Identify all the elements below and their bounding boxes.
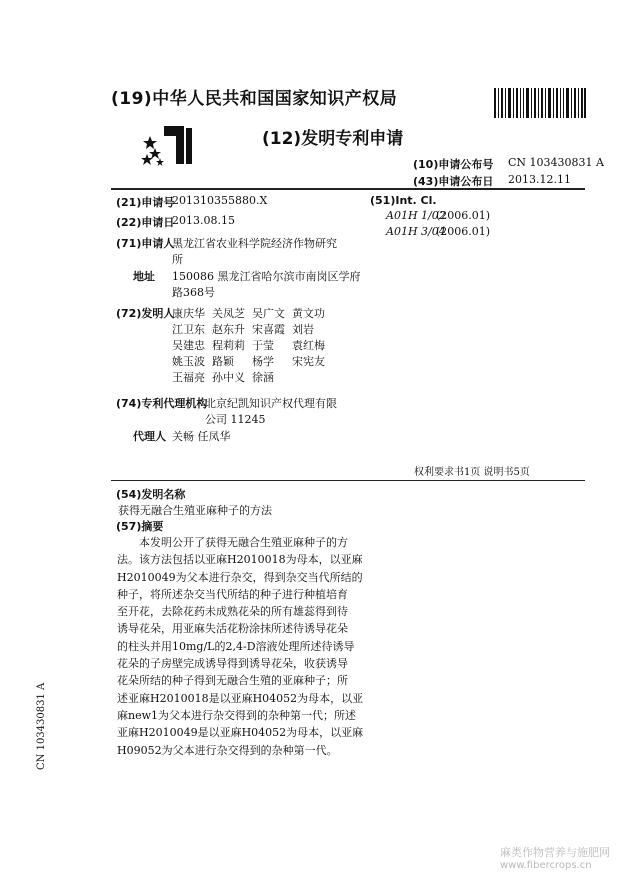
inventor-name: 姚玉波 — [172, 355, 205, 368]
applicant-label: (71)申请人 — [116, 237, 175, 250]
application-number-label: (21)申请号 — [116, 196, 175, 209]
inventors-row — [172, 321, 332, 337]
inventor-name: 宋喜霞 — [252, 323, 285, 336]
ipc-year: (2006.01) — [436, 225, 491, 238]
inventor-name: 路颖 — [212, 355, 234, 368]
inventors-row — [172, 369, 292, 385]
invention-title-label: (54)发明名称 — [116, 488, 186, 501]
inventors-row — [172, 305, 332, 321]
document-type: (12)发明专利申请 — [262, 129, 404, 149]
inventor-name: 赵东升 — [212, 323, 245, 336]
agent-value: 关畅 任凤华 — [172, 430, 231, 443]
watermark-line-1: 麻类作物营养与施肥网 — [500, 846, 610, 859]
abstract-divider — [111, 480, 585, 481]
publication-date-value: 2013.12.11 — [508, 173, 571, 186]
address-line-2: 路368号 — [172, 286, 215, 299]
address-line-1: 150086 黑龙江省哈尔滨市南岗区学府 — [172, 270, 361, 283]
inventor-name: 宋宪友 — [292, 355, 325, 368]
abstract-label: (57)摘要 — [116, 520, 164, 533]
inventor-name: 康庆华 — [172, 307, 205, 320]
abstract-line: 述亚麻H2010018是以亚麻H04052为母本，以亚 — [117, 691, 364, 705]
abstract-line: 本发明公开了获得无融合生殖亚麻种子的方 — [139, 536, 348, 549]
agency-label: (74)专利代理机构 — [116, 397, 208, 410]
inventor-name: 黄文功 — [292, 307, 325, 320]
inventor-name: 于莹 — [252, 339, 274, 352]
inventor-name: 徐涵 — [252, 371, 274, 384]
page-count: 权利要求书1页 说明书5页 — [414, 467, 530, 478]
inventor-name: 王福亮 — [172, 371, 205, 384]
abstract-line: 种子，将所述杂交当代所结的种子进行种植培育 — [117, 587, 348, 601]
inventor-name: 杨学 — [252, 355, 274, 368]
inventors-label: (72)发明人 — [116, 307, 175, 320]
address-label: 地址 — [133, 270, 155, 283]
abstract-line: H2010049为父本进行杂交，得到杂交当代所结的 — [117, 570, 363, 584]
ipc-year: (2006.01) — [436, 209, 491, 222]
application-date-label: (22)申请日 — [116, 216, 175, 229]
abstract-line: 花朵所结的种子得到无融合生殖的亚麻种子；所 — [117, 674, 348, 688]
watermark-line-2: www.fibercrops.cn — [500, 860, 592, 871]
side-publication-number: CN 103430831 A — [36, 682, 47, 770]
int-cl-label: (51)Int. Cl. — [370, 194, 437, 207]
abstract-line: 的柱头并用10mg/L的2,4-D溶液处理所述待诱导 — [117, 639, 355, 653]
application-number-value: 201310355880.X — [172, 194, 268, 207]
abstract-line: 亚麻H2010049是以亚麻H04052为母本，以亚麻 — [117, 726, 364, 740]
inventor-name: 吴建忠 — [172, 339, 205, 352]
applicant-line-2: 所 — [172, 253, 183, 266]
agency-line-2: 公司 11245 — [205, 413, 266, 426]
inventor-name: 袁红梅 — [292, 339, 325, 352]
inventor-name: 江卫东 — [172, 323, 205, 336]
abstract-line: 花朵的子房壁完成诱导得到诱导花朵，收获诱导 — [117, 657, 348, 671]
inventor-name: 关凤芝 — [212, 307, 245, 320]
abstract-text — [117, 534, 365, 759]
abstract-line: H09052为父本进行杂交得到的杂种第一代。 — [117, 743, 338, 757]
cnipa-logo — [140, 118, 202, 168]
invention-title: 获得无融合生殖亚麻种子的方法 — [118, 504, 272, 517]
ipc-code: A01H 1/02 — [386, 209, 446, 222]
publication-number-value: CN 103430831 A — [508, 156, 604, 169]
inventor-name: 孙中义 — [212, 371, 245, 384]
inventor-name: 吴广文 — [252, 307, 285, 320]
publication-number-label: (10)申请公布号 — [413, 158, 494, 171]
abstract-line: 麻new1为父本进行杂交得到的杂种第一代；所述 — [117, 708, 357, 722]
applicant-line-1: 黑龙江省农业科学院经济作物研究 — [172, 237, 337, 250]
inventor-name: 刘岩 — [292, 323, 314, 336]
agent-label: 代理人 — [133, 430, 166, 443]
barcode — [494, 88, 586, 118]
inventors-row — [172, 353, 332, 369]
abstract-line: 法。该方法包括以亚麻H2010018为母本，以亚麻 — [117, 553, 363, 567]
patent-office-title: (19)中华人民共和国国家知识产权局 — [111, 89, 398, 109]
publication-date-label: (43)申请公布日 — [413, 175, 494, 188]
inventors-row — [172, 337, 332, 353]
inventor-name: 程莉莉 — [212, 339, 245, 352]
abstract-line: 诱导花朵，用亚麻失活花粉涂抹所述待诱导花朵 — [117, 622, 348, 636]
header-divider — [111, 188, 585, 190]
watermark — [500, 846, 610, 872]
ipc-code: A01H 3/04 — [386, 225, 446, 238]
abstract-line: 至开花，去除花药未成熟花朵的所有雄蕊得到待 — [117, 605, 348, 619]
agency-line-1: 北京纪凯知识产权代理有限 — [205, 397, 337, 410]
application-date-value: 2013.08.15 — [172, 214, 235, 227]
